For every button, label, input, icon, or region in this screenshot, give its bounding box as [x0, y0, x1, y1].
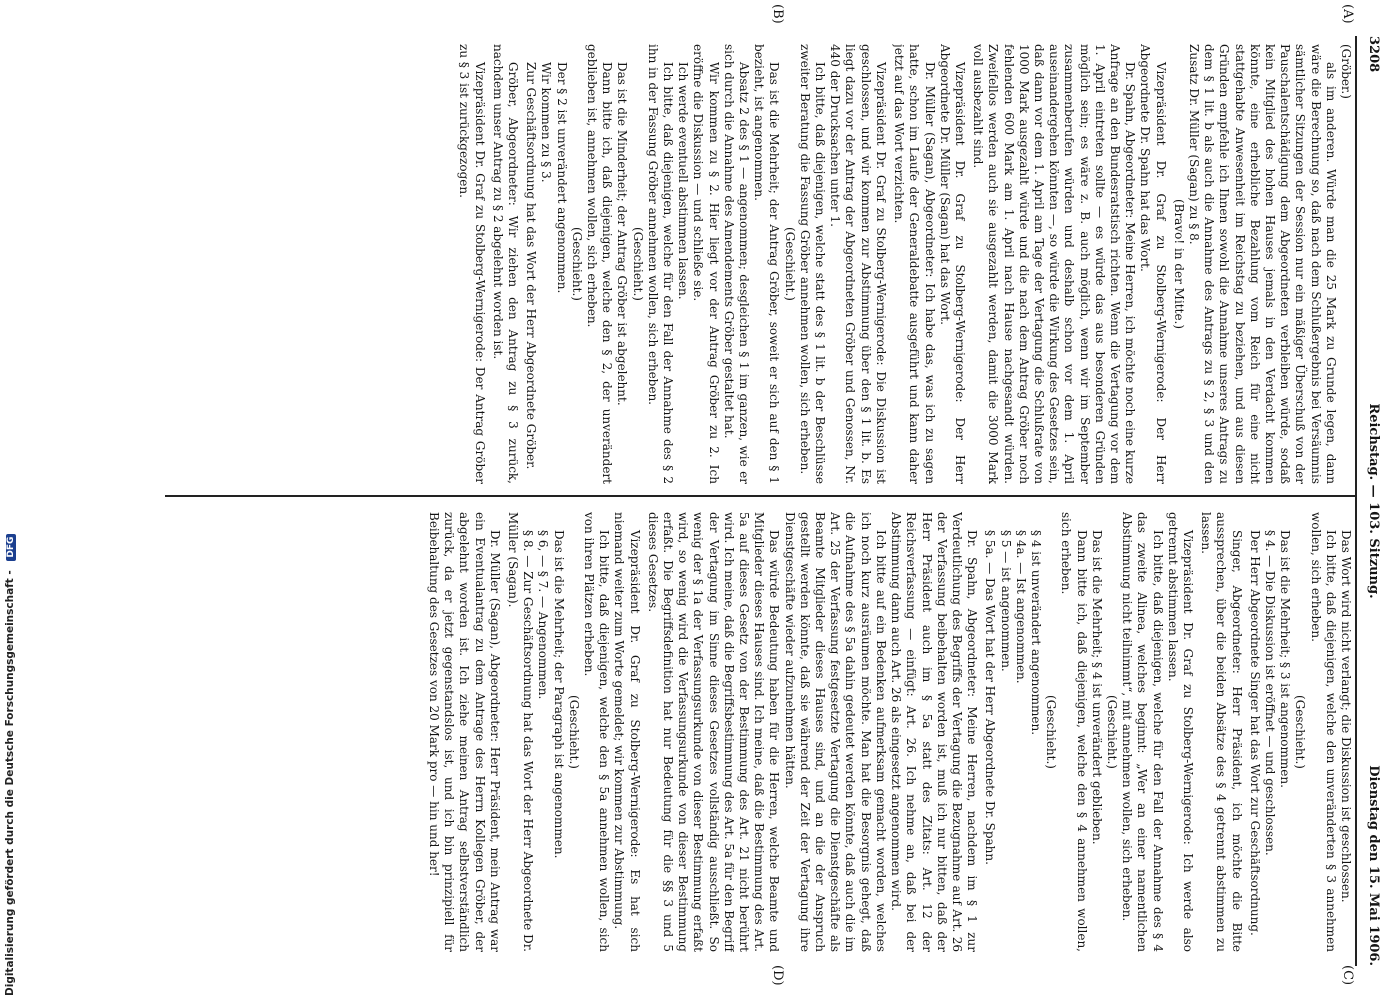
paragraph: Dann bitte ich, daß diejenigen, welche den § 4 annehmen wollen, sich erheben.: [1059, 512, 1089, 952]
paragraph: Vizepräsident Dr. Graf zu Stolberg-Wernigerode: Es hat sich niemand weiter zum Worte gemeldet; wir kommen zur Abstimmung.: [612, 512, 642, 952]
paragraph: § 4. — Die Diskussion ist eröffnet — und geschlossen.: [1262, 530, 1277, 856]
right-text-column: [183, 512, 1353, 952]
paragraph: (Geschieht.): [782, 227, 797, 301]
paragraph: Das ist die Mehrheit; der Antrag Gröber, soweit er sich auf den § 1 bezieht, ist angenommen.: [752, 44, 782, 484]
paragraph: Dann bitte ich, daß diejenigen, welche den § 2, der unverändert geblieben ist, annehmen wollen, sich erheben.: [585, 44, 615, 484]
margin-marker-d: (D): [770, 965, 785, 986]
paragraph: Das ist die Minderheit; der Antrag Gröber ist abgelehnt.: [615, 62, 630, 406]
paragraph: Ich bitte, daß diejenigen, welche den § 5a annehmen wollen, sich von ihren Plätzen erheben.: [582, 512, 612, 952]
credit-text: Digitalisierung gefördert durch die Deutsche Forschungsgemeinschaft -: [4, 566, 16, 996]
paragraph: (Geschieht.): [1104, 695, 1119, 769]
paragraph: Das ist die Mehrheit; § 4 ist unverändert geblieben.: [1089, 530, 1104, 845]
paragraph: § 5a. — Das Wort hat der Herr Abgeordnete Dr. Spahn.: [983, 530, 998, 865]
margin-marker-b: (B): [770, 4, 785, 24]
paragraph: Der Herr Abgeordnete Singer hat das Wort zur Geschäftsordnung.: [1247, 530, 1262, 936]
page-number: 3208: [1366, 36, 1381, 73]
paragraph: Das Wort wird nicht verlangt; die Diskussion ist geschlossen.: [1339, 530, 1353, 903]
paragraph: Das ist die Mehrheit; § 3 ist angenommen.: [1278, 530, 1293, 788]
header-rule: [1356, 36, 1358, 966]
paragraph: Dr. Müller (Sagan), Abgeordneter: Ich habe das, was ich zu sagen hatte, schon im Laufe der Generaldebatte ausgeführt und kann daher jetzt auf das Wort verzichten.: [892, 44, 937, 484]
paragraph: Der § 2 ist unverändert angenommen.: [554, 62, 569, 294]
paragraph: Vizepräsident Dr. Graf zu Stolberg-Wernigerode: Die Diskussion ist geschlossen, und wir kommen zur Abstimmung über den § 1 lit. b. Es liegt dazu vor der Antrag der Abgeordneten Gröber und Genossen, Nr. 440 der Drucksachen unter 1.: [828, 44, 888, 484]
digitization-credit: [4, 6, 20, 996]
paragraph: Vizepräsident Dr. Graf zu Stolberg-Wernigerode: Der Antrag Gröber zu § 3 ist zurückgezogen.: [457, 44, 487, 484]
paragraph: Das würde Bedeutung haben für die Herren, welche Beamte und Mitglieder dieses Hauses sind. Ich meine, daß die Bestimmung des Art. 5a auf dieses Gesetz von der Bestimmung des Art. 21 nicht berührt wird. Ich meine, daß die Begriffsbestimmung des Art. 5a für den Begriff der Vertagung im Sinne dieses Gesetzes vollständig ausschließt. So wenig der § 1a der Verfassungsurkunde von dieser Bestimmung erfaßt wird, so wenig wird die Verfassungsurkunde von dieser Bestimmung erfaßt. Die Begriffsdefinition hat nur Bedeutung für die §§ 3 und 5 dieses Gesetzes.: [645, 512, 782, 952]
paragraph: Singer, Abgeordneter: Herr Präsident, ich möchte die Bitte aussprechen, über die beiden Absätze des § 4 getrennt abstimmen zu lassen.: [1199, 512, 1244, 952]
paragraph: Dr. Spahn, Abgeordneter: Meine Herren, ich möchte noch eine kurze Anfrage an den Bundesratstisch richten. Wenn die Vertagung vor dem 1. April eintreten sollte — es würde das aus besonderen Gründen möglich sein; es wäre z. B. auch möglich, wenn wir im September zusammenberufen würden und deshalb schon vor dem 1. April auseinandergehen könnten —, so würde die Wirkung des Gesetzes sein, daß dann vor dem 1. April am Tage der Vertagung die Schlußrate von 1000 Mark ausgezahlt würde und die nach dem Antrag Gröber noch fehlenden 600 Mark am 1. April nach Hause nachgesandt würden. Zweifellos werden auch sie ausgezahlt werden, damit die 3000 Mark voll ausbezahlt sind.: [971, 44, 1138, 484]
paragraph: Zur Geschäftsordnung hat das Wort der Herr Abgeordnete Gröber.: [524, 62, 539, 470]
paragraph: (Geschieht.): [630, 227, 645, 301]
paragraph: Wir kommen zu § 3.: [539, 62, 554, 183]
left-text-column: [183, 44, 1353, 484]
page-header: [1361, 36, 1383, 966]
rotated-page: [93, 0, 1383, 1000]
paragraph: Absatz 2 des § 1 — angenommen; desgleichen § 1 im ganzen, wie er sich durch die Annahme des Amendements Gröber gestaltet hat.: [721, 44, 752, 484]
column-divider: [165, 495, 1355, 497]
paragraph: Ich bitte, daß diejenigen, welche den unveränderten § 3 annehmen wollen, sich erheben.: [1308, 512, 1338, 952]
paragraph: § 4 ist unverändert angenommen.: [1028, 530, 1043, 736]
paragraph: Ich bitte, daß diejenigen, welche statt des § 1 lit. b der Beschlüsse zweiter Beratung die Fassung Gröber annehmen wollen, sich erheben.: [797, 44, 828, 484]
paragraph: als im anderen. Würde man die 25 Mark zu Grunde legen, dann wäre die Berechnung so, daß nach dem Schlußergebnis bei Versäumnis sämtlicher Sitzungen der Session nur ein mäßiger Überschuß von der Pauschalentschädigung dem Abgeordneten verbleiben würde, sodaß kein Mitglied des hohen Hauses jemals in den Verdacht kommen könnte, eine erhebliche Bezahlung vom Reich für eine nicht stattgehabte Anwesenheit im Reichstag zu beziehen, und aus diesen Gründen empfehle ich Ihnen sowohl die Annahme unseres Antrags zu dem § 1 lit. b als auch die Annahme des Antrags zu § 2, § 3 und den Zusatz Dr. Müller (Sagan) zu § 8.: [1186, 44, 1338, 484]
session-date: Dienstag den 15. Mai 1906.: [1366, 765, 1381, 966]
paragraph: (Geschieht.): [569, 227, 584, 301]
dfg-logo: DFG: [6, 534, 16, 561]
paragraph: § 6, — § 7. — Angenommen.: [536, 530, 551, 700]
paragraph: (Geschieht.): [1044, 695, 1059, 769]
paragraph: Das ist die Mehrheit; der Paragraph ist angenommen.: [551, 530, 566, 859]
paragraph: (Geschieht.): [1293, 695, 1308, 769]
paragraph: § 5 — ist angenommen.: [998, 530, 1013, 672]
paragraph: Gröber, Abgeordneter: Wir ziehen den Antrag zu § 3 zurück, nachdem unser Antrag zu § 2 abgelehnt worden ist.: [490, 44, 521, 484]
paragraph: Wir kommen zu § 2. Hier liegt vor der Antrag Gröber zu 2. Ich eröffne die Diskussion — und schließe sie.: [691, 44, 721, 484]
paragraph: Dr. Müller (Sagan), Abgeordneter: Herr Präsident, mein Antrag war ein Eventualantrag zu dem Antrage des Herrn Kollegen Gröber, der abgelehnt worden ist. Ich ziehe meinen Antrag selbstverständlich zurück, da er jetzt gegenstandslos ist, und ich bin prinzipiell für Beibehaltung des Gesetzes von 20 Mark pro — hin und her!: [427, 512, 502, 952]
paragraph: § 8. — Zur Geschäftsordnung hat das Wort der Herr Abgeordnete Dr. Müller (Sagan).: [506, 512, 536, 952]
paragraph: Ich werde eventuell abstimmen lassen.: [676, 62, 691, 300]
paragraph: Vizepräsident Dr. Graf zu Stolberg-Wernigerode: Ich werde also getrennt abstimmen lassen.: [1165, 512, 1195, 952]
paragraph: Ich bitte, daß diejenigen, welche für den Fall der Annahme des § 2 ihn in der Fassung Gröber annehmen wollen, sich erheben.: [645, 44, 676, 484]
paragraph: Dr. Spahn, Abgeordneter: Meine Herren, nachdem im § 1 zur Verdeutlichung des Begriffs der Vertagung die Bezugnahme auf Art. 26 der Verfassung beibehalten worden ist, muß ich nur bitten, daß der Herr Präsident auch im § 5a statt des Zitats: Art. 12 der Reichsverfassung — einfügt: Art. 26. Ich nehme an, daß bei der Abstimmung dann auch Art. 26 als eingesetzt angenommen wird.: [889, 512, 980, 952]
margin-marker-a: (A): [1340, 4, 1355, 24]
paragraph: (Gröber.): [1339, 44, 1353, 99]
paragraph: Vizepräsident Dr. Graf zu Stolberg-Wernigerode: Der Herr Abgeordnete Dr. Spahn hat das Wort.: [1138, 44, 1168, 484]
margin-marker-c: (C): [1340, 965, 1355, 986]
paragraph: Ich bitte auf ein Bedenken aufmerksam gemacht worden, welches ich noch kurz ausräumen möchte. Man hat die Besorgnis gehegt, daß die Aufnahme des § 5a dahin gedeutet werden könnte, daß auch die im Art. 25 der Verfassung festgesetzte Vertagung die Dienstgeschäfte als Beamte Mitglieder dieses Hauses sind, und an die der Anspruch gestellt werden könnte, daß sie während der Zeit der Vertagung ihre Dienstgeschäfte wieder aufzunehmen hätten.: [782, 512, 888, 952]
paragraph: (Bravo! in der Mitte.): [1171, 198, 1186, 330]
page-title: Reichstag. — 103. Sitzung.: [1366, 403, 1381, 599]
paragraph: Ich bitte, daß diejenigen, welche für den Fall der Annahme des § 4 das zweite Alinea, welches beginnt: „Wer an einer namentlichen Abstimmung nicht teilnimmt“, mit annehmen wollen, sich erheben.: [1120, 512, 1165, 952]
paragraph: § 4a. — Ist angenommen.: [1013, 530, 1028, 684]
paragraph: Vizepräsident Dr. Graf zu Stolberg-Wernigerode: Der Herr Abgeordnete Dr. Müller (Sagan) hat das Wort.: [937, 44, 967, 484]
paragraph: (Geschieht.): [566, 695, 581, 769]
